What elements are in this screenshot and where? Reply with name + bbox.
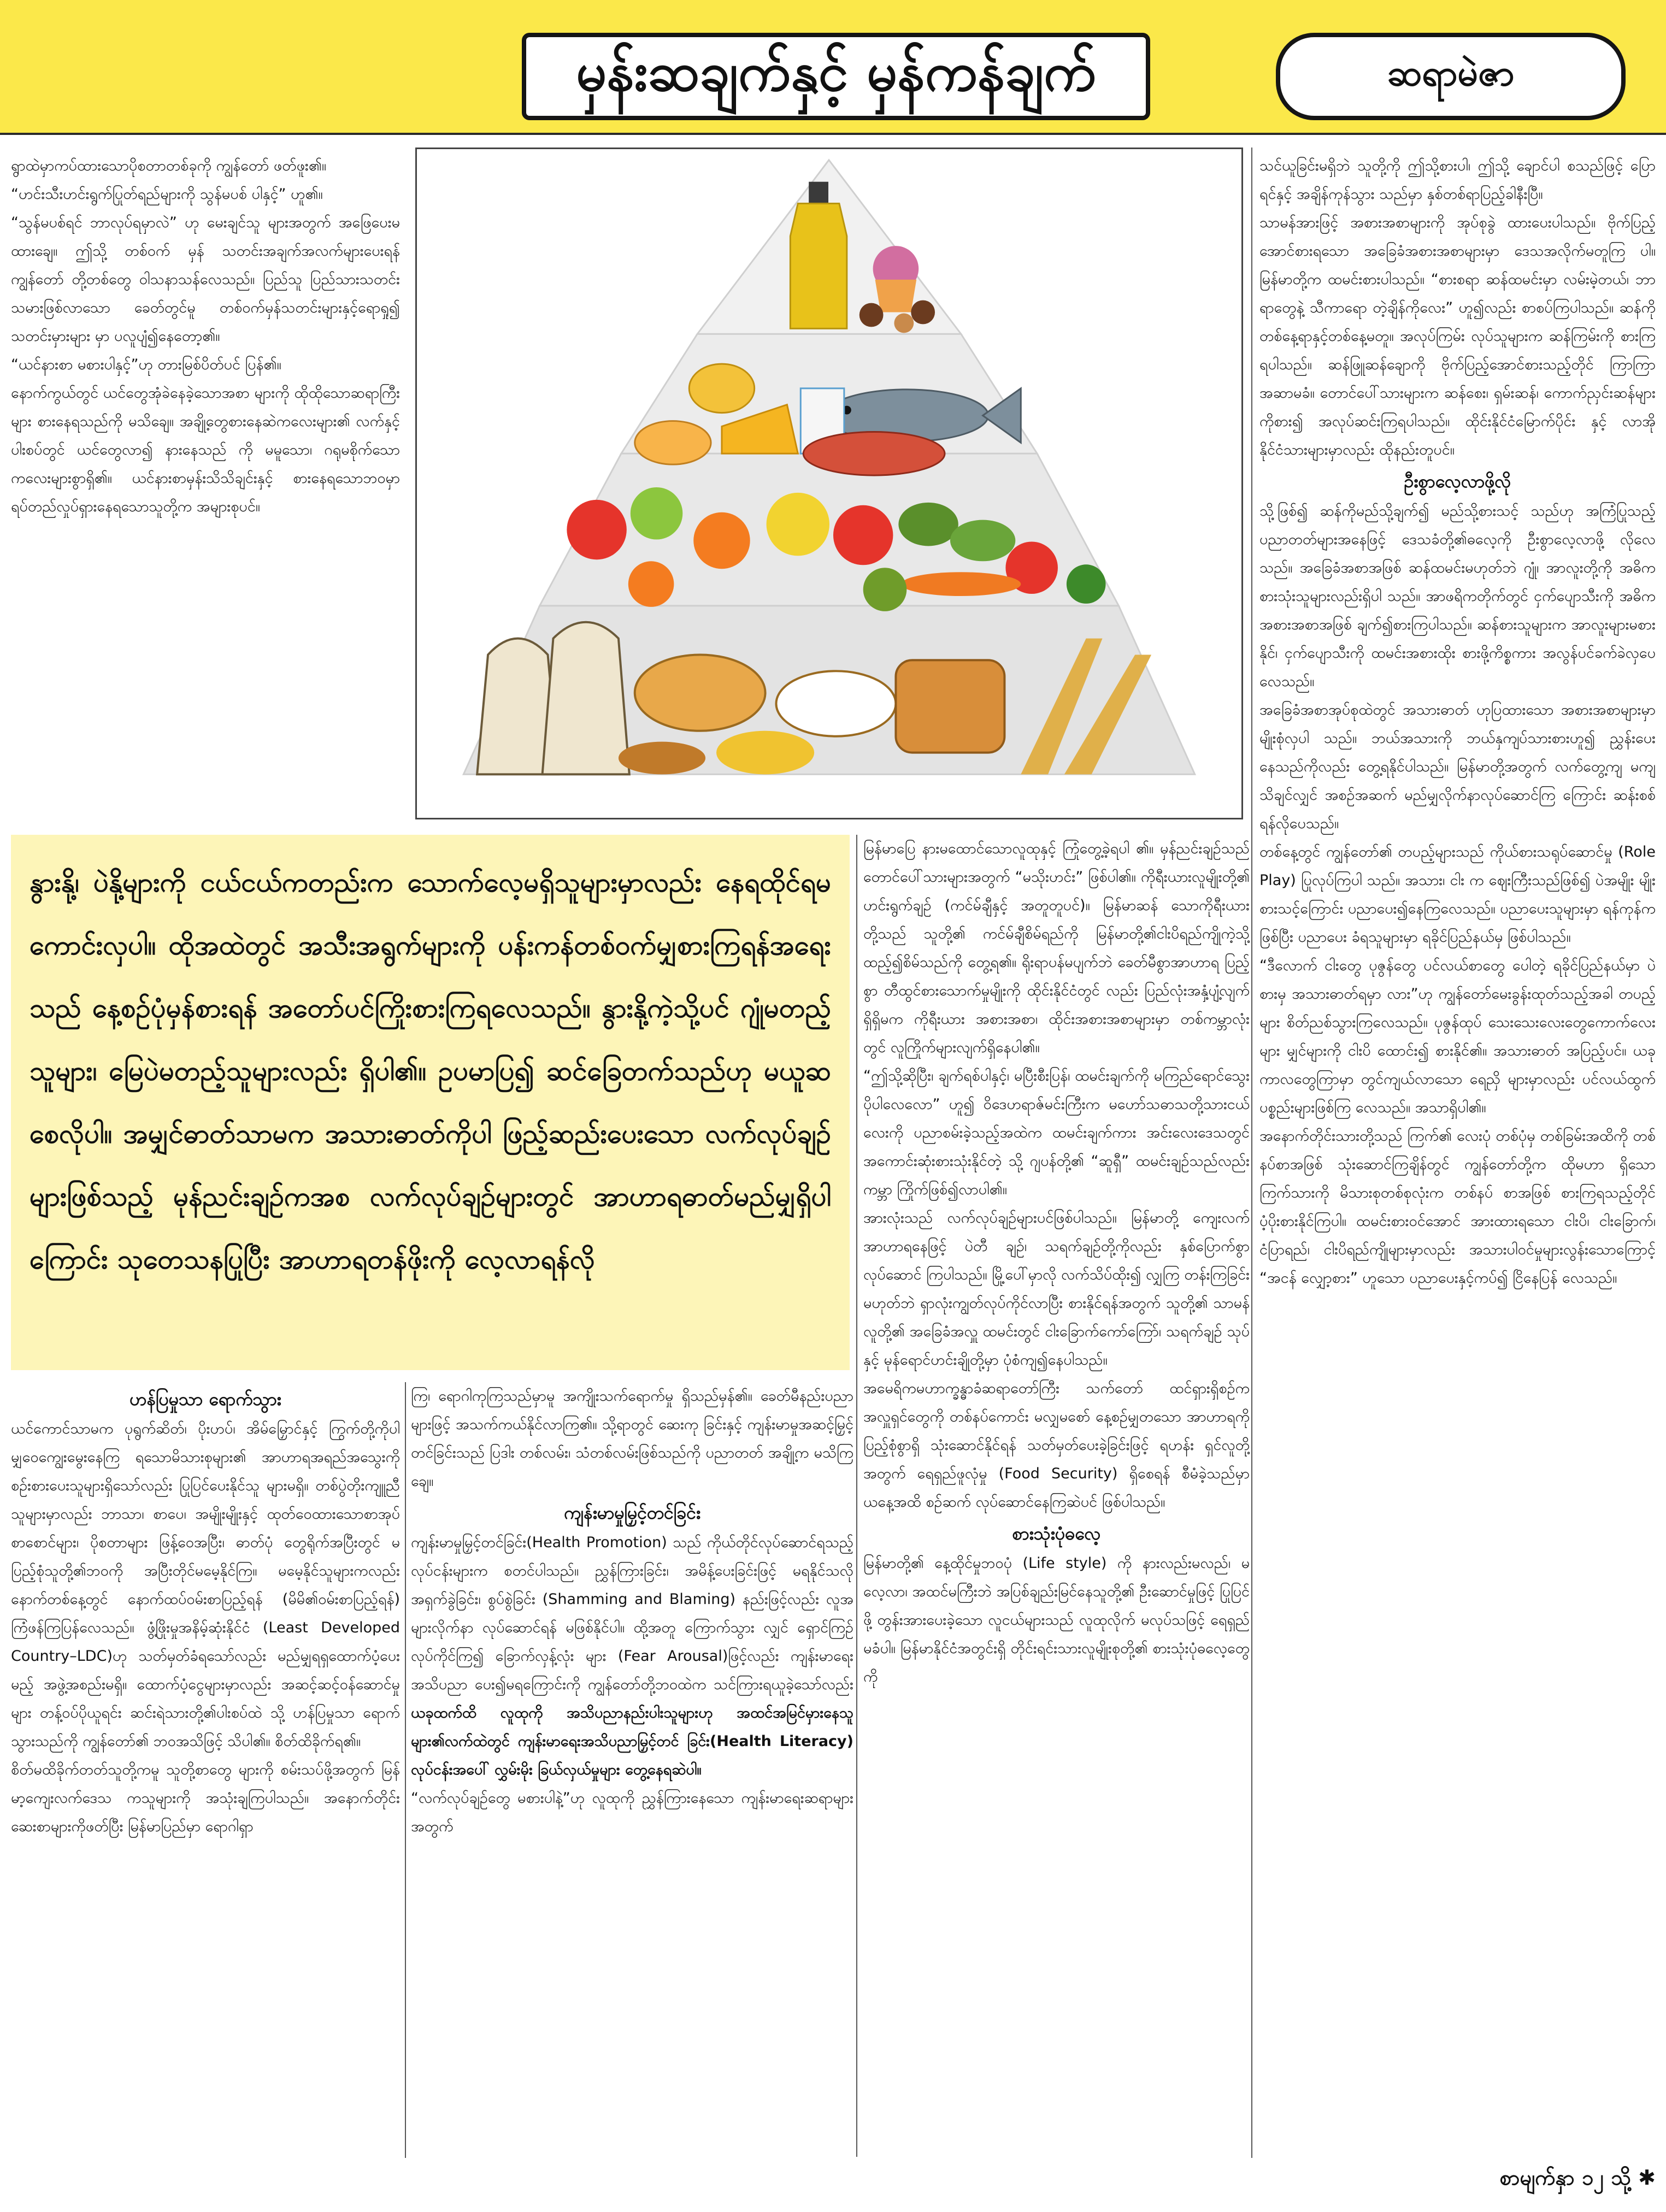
paragraph: မြန်မာပြေ နားမထောင်သောလူထုနှင့် ကြုံတွေ့ခဲ့ရပါ ၏။ မှန်ညင်းချဉ်သည် တောင်ပေါ်သားများအတွက် “မသိုးဟင်း” ဖြစ်ပါ၏။ ကိုရီးယားလူမျိုးတို့၏ ဟင်းရွက်ချဉ် (ကင်မ်ချီနှင့် အတူတူပင်)။ မြန်မာဆန် သောကိုရီးယားတို့သည် သူတို့၏ ကင်မ်ချီစိမ်ရည်ကို မြန်မာတို့၏ငါးပိရည်ကျိုကဲ့သို့ ထည့်၍စိမ်သည်ကို တွေ့ရ၏။ ရိုးရာပန်မပျက်ဘဲ ခေတ်မီစွာအာဟာရ ပြည့်စွာ တီထွင်စားသောက်မှုမျိုးကို ထိုင်းနိုင်ငံတွင် လည်း ပြည်လုံးအနှံ့ပျံ့လျက်ရှိရှိမက ကိုရီးယား အစားအစာ၊ ထိုင်းအစားအစာများမှာ တစ်ကမ္ဘာလုံး တွင် လူကြိုက်များလျက်ရှိနေပါ၏။ bbox=[863, 840, 1250, 1056]
section-heading: ဦးစွာလေ့လာဖို့လို bbox=[1404, 471, 1511, 492]
article-column-bottom-middle bbox=[411, 1382, 853, 2163]
section-heading: ကျန်းမာမှုမြှင့်တင်ခြင်း bbox=[563, 1502, 701, 1523]
article-column-right bbox=[1259, 152, 1656, 2151]
article-column-bottom-left bbox=[11, 1382, 400, 2163]
food-pyramid-icon bbox=[417, 149, 1241, 818]
page-title: မှန်းဆချက်နှင့် မှန်ကန်ချက် bbox=[522, 33, 1150, 120]
paragraph: “ဟင်းသီးဟင်းရွက်ပြုတ်ရည်များကို သွန်မပစ် ပါနှင့်” ဟူ၏။ bbox=[11, 186, 323, 203]
paragraph: ကြ၊ ရောဂါကုကြသည်မှာမူ အကျိုးသက်ရောက်မှု ရှိသည်မှန်၏။ ခေတ်မီနည်းပညာများဖြင့် အသက်ကယ်နိုင်လာကြ၏။ သို့ရာတွင် ဆေးကု ခြင်းနှင့် ကျန်းမာမှုအဆင့်မြှင့်တင်ခြင်းသည် ပြဒါး တစ်လမ်း၊ သံတစ်လမ်းဖြစ်သည်ကို ပညာတတ် အချို့က မသိကြချေ။ bbox=[411, 1388, 853, 1490]
paragraph: နောက်ကွယ်တွင် ယင်တွေအုံခဲနေခဲ့သောအစာ များကို ထိုထိုသောဆရာကြီးများ စားနေရသည်ကို မသိချေ။ အချို့တွေစားနေဆဲကလေးများ၏ လက်နှင့် ပါးစပ်တွင် ယင်တွေလာ၍ နားနေသည် ကို မမူသော၊ ဂရုမစိုက်သော ကလေးများစွာရှိ၏။ ယင်နားစာမှန်းသိသိချင်းနှင့် စားနေရသောဘဝမှာ ရပ်တည်လှုပ်ရှားနေရသောသူတို့က အများစုပင်။ bbox=[11, 385, 400, 515]
paragraph: “လက်လုပ်ချဉ်တွေ မစားပါနဲ့”ဟု လူထုကို ညွှန်ကြားနေသော ကျန်းမာရေးဆရာများအတွက် bbox=[411, 1790, 853, 1835]
paragraph bbox=[411, 1529, 853, 1784]
continued-on-page: စာမျက်နှာ ၁၂ သို့ ✱ bbox=[1499, 2166, 1656, 2190]
paragraph: ယင်ကောင်သာမက ပုရွက်ဆိတ်၊ ပိုးဟပ်၊ အိမ်မြှောင်နှင့် ကြွက်တို့ကိုပါ မျှဝေကျွေးမွေးနေကြ ရသောမိသားစုများ၏ အာဟာရအရည်အသွေးကို စဉ်းစားပေးသူများရှိသော်လည်း ပြုပြင်ပေးနိုင်သူ များမရှိ။ တစ်ပွဲတိုးကျူညီသူများမှာလည်း ဘာသာ၊ စာပေ၊ အမျိုးမျိုးနှင့် ထုတ်ဝေထားသောစာအုပ် စာစောင်များ၊ ပိုစတာများ ဖြန့်ဝေအပြီး၊ ဓာတ်ပုံ တွေရိုက်အပြီးတွင် မပြည့်စုံသူတို့၏ဘဝကို အပြီးတိုင်မမေ့နိုင်ကြ။ မမေ့နိုင်သူများကလည်း နောက်တစ်နေ့တွင် နောက်ထပ်ဝမ်းစာပြည့်ရန် (မိမိ၏ဝမ်းစာပြည့်ရန်) ကြံဖန်ကြပြန်လေသည်။ ဖွံ့ဖြိုးမှုအနိမ့်ဆုံးနိုင်ငံ (Least Developed Country–LDC)ဟု သတ်မှတ်ခံရသော်လည်း မည်မျှရရှထောက်ပံ့ပေးမည့် အဖွဲ့အစည်းမရှိ။ ထောက်ပံ့ငွေများမှာလည်း အဆင့်ဆင့်ဝန်ဆောင်မှု များ တန့်ဝပ်ပိုယူရင်း ဆင်းရဲသားတို့၏ပါးစပ်ထဲ သို့ ဟန်ပြမှုသာ ရောက်သွားသည်ကို ကျွန်တော်၏ ဘဝအသိဖြင့် သိပါ၏။ စိတ်ထိခိုက်ရ၏။ bbox=[11, 1420, 400, 1750]
column-divider bbox=[1251, 148, 1252, 2158]
column-divider bbox=[405, 1382, 406, 2158]
paragraph-text: ကျန်းမာမှုမြှင့်တင်ခြင်း(Health Promotion) သည် ကိုယ်တိုင်လုပ်ဆောင်ရသည့်လုပ်ငန်းများက စတင်ပါသည်။ ညွှန်ကြားခြင်း၊ အမိန့်ပေးခြင်းဖြင့် မရနိုင်သလို အရှက်ခွဲခြင်း၊ စွပ်စွဲခြင်း (Shamming and Blaming) နည်းဖြင့်လည်း လူအများလိုက်နာ လုပ်ဆောင်ရန် မဖြစ်နိုင်ပါ။ ထို့အတူ ကြောက်သွား လျှင် ရှောင်ကြဉ်လုပ်ကိုင်ကြ၍ ခြောက်လှန့်လုံး များ (Fear Arousal)ဖြင့်လည်း ကျန်းမာရေးအသိပညာ ပေး၍မရကြောင်းကို ကျွန်တော်တို့ဘဝထဲက သင်ကြားရယူခဲ့သော်လည်း bbox=[411, 1534, 853, 1693]
paragraph: “ဤသို့ဆိုပြီး၊ ချက်ရစ်ပါနှင့်၊ မပြီးစီးပြန်၊ ထမင်းချက်ကို မကြည်ရောင်သွေး ပိုပါလေလော” ဟူ၍ ဝိဒေဟရာဇ်မင်းကြီးက မဟော်သဓာသတို့သားငယ် လေးကို ပညာစမ်းခဲ့သည့်အထဲက ထမင်းချက်ကား အင်းလေးဒေသတွင် အကောင်းဆုံးစားသုံးနိုင်တဲ့ သို့ ဂျပန်တို့၏ “ဆူရှီ” ထမင်းချဉ်သည်လည်း ကမ္ဘာ ကြိုက်ဖြစ်၍လာပါ၏။ bbox=[863, 1067, 1250, 1198]
author-name: ဆရာမဲဇာ bbox=[1276, 33, 1626, 120]
article-column-top-left bbox=[11, 152, 400, 829]
section-heading: ဟန်ပြမှုသာ ရောက်သွား bbox=[129, 1389, 281, 1409]
pull-quote-text: နွားနို့၊ ပဲနို့များကို ငယ်ငယ်ကတည်းက သောက်လေ့မရှိသူများမှာလည်း နေရထိုင်ရမကောင်းလှပါ။ ထိုအထဲတွင် အသီးအရွက်များကို ပန်းကန်တစ်ဝက်မျှစားကြရန်အရေးသည် နေ့စဉ်ပုံမှန်စားရန် အတော်ပင်ကြိုးစားကြရလေသည်။ နွားနို့ကဲ့သို့ပင် ဂျုံမတည့်သူများ၊ မြေပဲမတည့်သူများလည်း ရှိပါ၏။ ဥပမာပြ၍ ဆင်ခြေတက်သည်ဟု မယူဆစေလိုပါ။ အမျှင်ဓာတ်သာမက အသားဓာတ်ကိုပါ ဖြည့်ဆည်းပေးသော လက်လုပ်ချဉ်များဖြစ်သည့် မုန်ညင်းချဉ်ကအစ လက်လုပ်ချဉ်များတွင် အာဟာရဓာတ်မည်မျှရှိပါကြောင်း သုတေသနပြုပြီး အာဟာရတန်ဖိုးကို လေ့လာရန်လို bbox=[30, 867, 831, 1275]
paragraph: “ဒီလောက် ငါးတွေ ပုဇွန်တွေ ပင်လယ်စာတွေ ပေါတဲ့ ရခိုင်ပြည်နယ်မှာ ပဲစားမှ အသားဓာတ်ရမှာ လား”ဟု ကျွန်တော်မေးခွန်းထုတ်သည့်အခါ တပည့်များ စိတ်ညစ်သွားကြလေသည်။ ပုဇွန်ထုပ် သေးသေးလေးတွေကောက်လေးများ မျှင်များကို ငါးပိ ထောင်း၍ စားနိုင်၏။ အသားဓာတ် အပြည့်ပင်။ ယခုကာလတွေကြာမှာ တွင်ကျယ်လာသော ရေညှိ များမှာလည်း ပင်လယ်ထွက်ပစ္စည်းများဖြစ်ကြ လေသည်။ အသာရှိပါ၏။ bbox=[1259, 957, 1656, 1116]
paragraph: အခြေခံအစာအုပ်စုထဲတွင် အသားဓာတ် ဟုပြထားသော အစားအစာများမှာ မျိုးစုံလှပါ သည်။ ဘယ်အသားကို ဘယ်နှကျပ်သားစားဟူ၍ ညွှန်းပေးနေသည်ကိုလည်း တွေ့ရနိုင်ပါသည်။ မြန်မာတို့အတွက် လက်တွေ့ကျ မကျသိချင်လျှင် အစဉ်အဆက် မည်မျှလိုက်နာလုပ်ဆောင်ကြ ကြောင်း ဆန်းစစ်ရန်လိုပေသည်။ bbox=[1259, 701, 1656, 832]
column-divider bbox=[856, 835, 857, 2157]
paragraph: ရွာထဲမှာကပ်ထားသောပိုစတာတစ်ခုကို ကျွန်တော် ဖတ်ဖူး၏။ bbox=[11, 157, 327, 174]
paragraph: မြန်မာတို့၏ နေ့ထိုင်မှုဘဝပုံ (Life style) ကို နားလည်းမလည်၊ မလေ့လာ၊ အထင်မကြီးဘဲ အပြစ်ချည်းမြင်နေသူတို့၏ ဦးဆောင်မှုဖြင့် ပြုပြင်ဖို့ တွန်းအားပေးခဲ့သော လူငယ်များသည် လူထုလိုက် မလုပ်သဖြင့် ရေရှည်မခံပါ။ မြန်မာနိုင်ငံအတွင်းရှိ တိုင်းရင်းသားလူမျိုးစုတို့၏ စားသုံးပုံဓလေ့တွေကို bbox=[863, 1555, 1250, 1685]
section-heading: စားသုံးပုံဓလေ့ bbox=[1012, 1523, 1101, 1544]
paragraph: အမေရိကမဟာက္ခန္ဓာခံဆရာတော်ကြီး သက်တော် ထင်ရှားရှိစဉ်က အလှူရှင်တွေကို တစ်နပ်ကောင်း မလျှမစော် နေ့စဉ်မျှတသော အာဟာရကို ပြည့်စုံစွာရှိ သုံးဆောင်နိုင်ရန် သတ်မှတ်ပေးခဲ့ခြင်းဖြင့် ရဟန်း ရှင်လူတို့အတွက် ရေရှည်ဖူလုံမှု (Food Security) ရှိစေရန် စီမံခဲ့သည်မှာ ယနေ့အထိ စဉ်ဆက် လုပ်ဆောင်နေကြဆဲပင် ဖြစ်ပါသည်။ bbox=[863, 1380, 1250, 1511]
paragraph: သို့ဖြစ်၍ ဆန်ကိုမည်သို့ချက်၍ မည်သို့စားသင့် သည်ဟု အကြံပြုသည့် ပညာတတ်များအနေဖြင့် ဒေသခံတို့၏ဓလေ့ကို ဦးစွာလေ့လာဖို့ လိုလေ သည်။ အခြေခံအစာအဖြစ် ဆန်ထမင်းမဟုတ်ဘဲ ဂျုံ၊ အာလူးတို့ကို အဓိကစားသုံးသူများလည်းရှိပါ သည်။ အာဖရိကတိုက်တွင် ငှက်ပျောသီးကို အဓိကအစားအစာအဖြစ် ချက်၍စားကြပါသည်။ ဆန်စားသူများက အာလူးများမစားနိုင်၊ ငှက်ပျောသီးကို ထမင်းအစားထိုး စားဖို့ကိစ္စကား အလွန်ပင်ခက်ခဲလှပေလေသည်။ bbox=[1259, 503, 1656, 690]
paragraph: “ယင်နားစာ မစားပါနှင့်”ဟု တားမြစ်ပိတ်ပင် ပြန်၏။ bbox=[11, 356, 281, 373]
food-pyramid-illustration bbox=[415, 148, 1243, 819]
paragraph: အားလုံးသည် လက်လုပ်ချဉ်များပင်ဖြစ်ပါသည်။ မြန်မာတို့ ကျေးလက်အာဟာရနေဖြင့် ပဲတီ ချဉ်၊ သရက်ချဉ်တို့ကိုလည်း နှစ်ပြောက်စွာလုပ်ဆောင် ကြပါသည်။ မြို့ပေါ်မှာလို လက်သိပ်ထိုး၍ လျှကြ တန်းကြခြင်းမဟုတ်ဘဲ ရှာလုံးကျွတ်လုပ်ကိုင်လာပြီး စားနိုင်ရန်အတွက် သူတို့၏ သာမန်လူတို့၏ အခြေခံအလှူ ထမင်းတွင် ငါးခြောက်ကော်ကြော်၊ သရက်ချဉ် သုပ်နှင့် မုန်ရောင်ဟင်းချိုတို့မှာ ပုံစံကျ၍နေပါသည်။ bbox=[863, 1210, 1250, 1369]
bold-emphasis: ယခုထက်ထိ လူထုကို အသိပညာနည်းပါးသူများဟု အထင်အမြင်မှားနေသူ များ၏လက်ထဲတွင် ကျန်းမာရေးအသိပညာမြှင့်တင် ခြင်း(Health Literacy) လုပ်ငန်းအပေါ် လွှမ်းမိုး ခြယ်လှယ်မှုများ တွေ့နေရဆဲပါ။ bbox=[411, 1704, 853, 1778]
pull-quote bbox=[11, 835, 850, 1370]
paragraph: သင်ယူခြင်းမရှိဘဲ သူတို့ကို ဤသို့စားပါ၊ ဤသို့ ချောင်ပါ စသည်ဖြင့် ပြောရင်နှင့် အချိန်ကုန်သွား သည်မှာ နှစ်တစ်ရာပြည့်ခါနီးပြီ။ bbox=[1259, 157, 1656, 203]
paragraph: “သွန်မပစ်ရင် ဘာလုပ်ရမှာလဲ” ဟု မေးချင်သူ များအတွက် အဖြေပေးမထားချေ။ ဤသို့ တစ်ဝက် မှန် သတင်းအချက်အလက်များပေးရန် ကျွန်တော် တို့တစ်တွေ ဝါသနာသန်လေသည်။ ပြည်သူ ပြည်သားသတင်းသမားဖြစ်လာသော ခေတ်တွင်မူ တစ်ဝက်မှန်သတင်းများနှင့်ရောရှု၍ သတင်းမှားများ မှာ ပလူပျံ၍နေတော့၏။ bbox=[11, 214, 400, 345]
paragraph: စိတ်မထိခိုက်တတ်သူတို့ကမူ သူတို့စာတွေ များကို စမ်းသပ်ဖို့အတွက် မြန်မာ့ကျေးလက်ဒေသ ကသူများကို အသုံးချကြပါသည်။ အနောက်တိုင်း ဆေးစာများကိုဖတ်ပြီး မြန်မာပြည်မှာ ရောဂါရှာ bbox=[11, 1761, 400, 1835]
article-column-mid-right bbox=[863, 835, 1250, 2151]
paragraph: အနောက်တိုင်းသားတို့သည် ကြက်၏ လေးပုံ တစ်ပုံမှ တစ်ခြမ်းအထိကို တစ်နပ်စာအဖြစ် သုံးဆောင်ကြချိန်တွင် ကျွန်တော်တို့က ထိုမဟာ ရှိသောကြက်သားကို မိသားစုတစ်စုလုံးက တစ်နပ် စာအဖြစ် စားကြရသည့်တိုင် ပံ့ပိုးစားနိုင်ကြပါ။ ထမင်းစားဝင်အောင် အားထားရသော ငါးပိ၊ ငါးခြောက်၊ ငံပြာရည်၊ ငါးပိရည်ကျိုများမှာလည်း အသားပါဝင်မှုများလွန်းသောကြောင့် “အငန် လျှော့စား” ဟူသော ပညာပေးနှင့်ကပ်၍ ငြိနေပြန် လေသည်။ bbox=[1259, 1128, 1656, 1287]
header-band bbox=[0, 0, 1666, 135]
paragraph: သာမန်အားဖြင့် အစားအစာများကို အုပ်စုခွဲ ထားပေးပါသည်။ ဗိုက်ပြည့်အောင်စားရသော အခြေခံအစားအစာများမှာ ဒေသအလိုက်မတူကြ ပါ။ မြန်မာတို့က ထမင်းစားပါသည်။ “စားစရာ ဆန်ထမင်းမှာ လမ်းမဲ့တယ်၊ ဘာရာတွေနဲ့ သီကာရော တဲ့ချိန်ကိုလေး” ဟူ၍လည်း စာစပ်ကြပါသည်။ ဆန်ကို တစ်နေ့ရာနှင့်တစ်နေ့မတူ။ အလုပ်ကြမ်း လုပ်သူများက ဆန်ကြမ်းကို စားကြရပါသည်။ ဆန်ဖြူဆန်ချောကို ဗိုက်ပြည့်အောင်စားသည့်တိုင် ကြာကြာအဆာမခံ။ တောင်ပေါ်သားများက ဆန်စေး၊ ရှမ်းဆန်၊ ကောက်ညှင်းဆန်များကိုစား၍ အလုပ်ဆင်းကြရပါသည်။ ထိုင်းနိုင်ငံမြောက်ပိုင်း နှင့် လာအိုနိုင်ငံသားများမှာလည်း ထိုနည်းတူပင်။ bbox=[1259, 214, 1656, 458]
paragraph: တစ်နေ့တွင် ကျွန်တော်၏ တပည့်များသည် ကိုယ်စားသရုပ်ဆောင်မှု (Role Play) ပြုလုပ်ကြပါ သည်။ အသား၊ ငါး က ဈေးကြီးသည်ဖြစ်၍ ပဲအမျိုး မျိုးစားသင့်ကြောင်း ပညာပေး၍နေကြလေသည်။ ပညာပေးသူများမှာ ရန်ကုန်ကဖြစ်ပြီး ပညာပေး ခံရသူများမှာ ရခိုင်ပြည်နယ်မှ ဖြစ်ပါသည်။ bbox=[1259, 843, 1656, 946]
